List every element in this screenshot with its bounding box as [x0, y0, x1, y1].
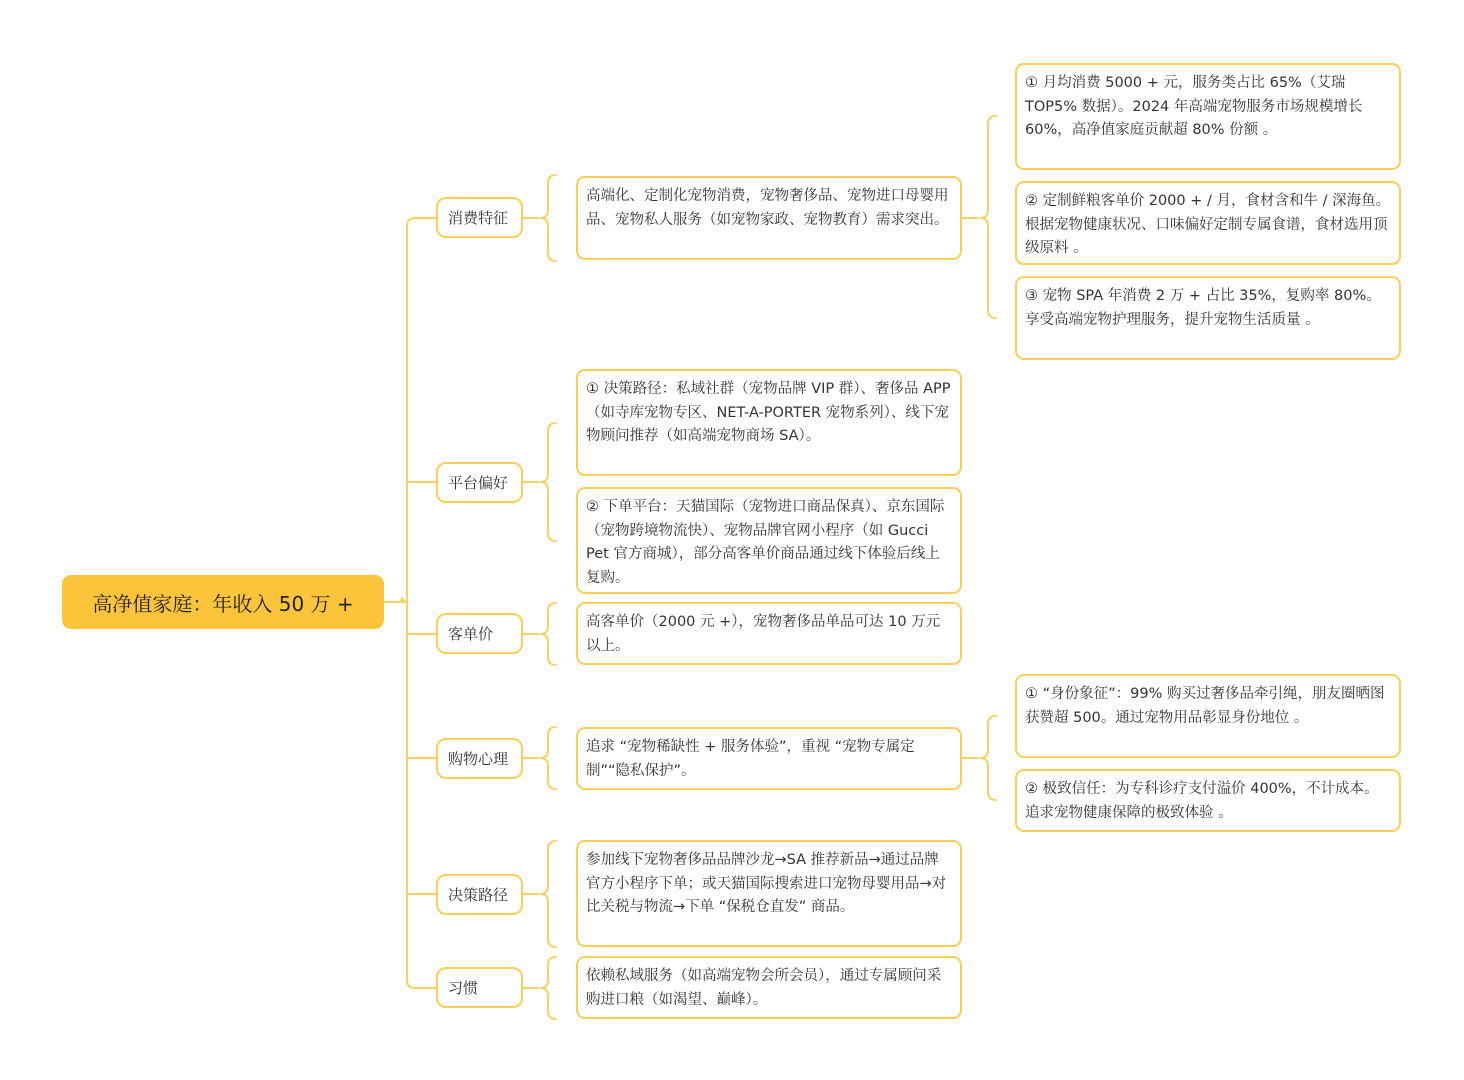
category-label: 消费特征: [448, 209, 509, 227]
category-label: 决策路径: [448, 886, 509, 904]
node-habits[interactable]: [576, 956, 962, 1019]
node-text: 追求 “宠物稀缺性 + 服务体验”，重视 “宠物专属定制”“隐私保护”。: [586, 739, 915, 779]
category-order-value[interactable]: [436, 613, 523, 654]
category-platform-preference[interactable]: [436, 462, 523, 503]
node-platform-order-channels[interactable]: [576, 487, 962, 594]
category-label: 客单价: [448, 625, 494, 643]
category-label: 习惯: [448, 979, 479, 997]
root-node[interactable]: [62, 575, 384, 629]
node-text: 高客单价（2000 元 +），宠物奢侈品单品可达 10 万元以上。: [586, 614, 941, 654]
node-custom-fresh-food[interactable]: [1015, 181, 1401, 265]
node-text: ② 极致信任：为专科诊疗支付溢价 400%，不计成本。追求宠物健康保障的极致体验 。: [1025, 781, 1379, 821]
category-decision-path[interactable]: [436, 874, 523, 915]
node-ultimate-trust[interactable]: [1015, 769, 1401, 832]
node-text: 参加线下宠物奢侈品品牌沙龙→SA 推荐新品→通过品牌官方小程序下单；或天猫国际搜索进口宠物母婴用品→对比关税与物流→下单 “保税仓直发” 商品。: [586, 852, 947, 915]
node-decision-path[interactable]: [576, 840, 962, 947]
node-text: ① 月均消费 5000 + 元，服务类占比 65%（艾瑞 TOP5% 数据）。2024 年高端宠物服务市场规模增长 60%，高净值家庭贡献超 80% 份额 。: [1025, 75, 1363, 138]
node-pet-spa[interactable]: [1015, 276, 1401, 360]
category-label: 购物心理: [448, 750, 509, 768]
node-order-value[interactable]: [576, 602, 962, 665]
node-monthly-spend[interactable]: [1015, 63, 1401, 170]
node-shopping-psychology[interactable]: [576, 727, 962, 790]
category-consumption-traits[interactable]: [436, 197, 523, 238]
node-text: ① 决策路径：私域社群（宠物品牌 VIP 群）、奢侈品 APP（如寺库宠物专区、NET-A-PORTER 宠物系列）、线下宠物顾问推荐（如高端宠物商场 SA）。: [586, 381, 951, 444]
category-label: 平台偏好: [448, 474, 509, 492]
node-text: ③ 宠物 SPA 年消费 2 万 + 占比 35%，复购率 80%。享受高端宠物护理服务，提升宠物生活质量 。: [1025, 288, 1381, 328]
category-habits[interactable]: [436, 967, 523, 1008]
node-text: ② 定制鲜粮客单价 2000 + / 月，食材含和牛 / 深海鱼。根据宠物健康状况、口味偏好定制专属食谱，食材选用顶级原料 。: [1025, 193, 1391, 256]
node-text: 高端化、定制化宠物消费，宠物奢侈品、宠物进口母婴用品、宠物私人服务（如宠物家政、宠物教育）需求突出。: [586, 188, 949, 228]
node-platform-decision-path[interactable]: [576, 369, 962, 476]
node-text: ② 下单平台：天猫国际（宠物进口商品保真）、京东国际（宠物跨境物流快）、宠物品牌官网小程序（如 Gucci Pet 官方商城），部分高客单价商品通过线下体验后线上复购。: [586, 499, 945, 586]
node-consumption-summary[interactable]: [576, 176, 962, 260]
node-text: ① “身份象征”：99% 购买过奢侈品牵引绳，朋友圈晒图获赞超 500。通过宠物用品彰显身份地位 。: [1025, 686, 1385, 726]
node-status-symbol[interactable]: [1015, 674, 1401, 758]
node-text: 依赖私域服务（如高端宠物会所会员），通过专属顾问采购进口粮（如渴望、巅峰）。: [586, 968, 942, 1008]
root-label: 高净值家庭：年收入 50 万 +: [92, 591, 354, 616]
category-shopping-psychology[interactable]: [436, 738, 523, 779]
